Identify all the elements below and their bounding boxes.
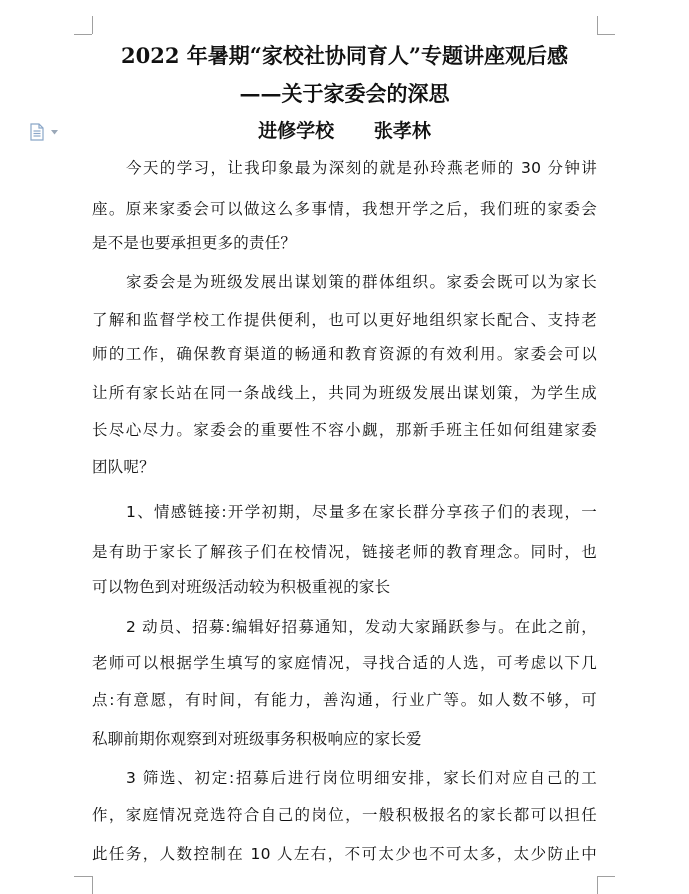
triangle-down-icon [51, 130, 58, 135]
body-text-line: 点:有意愿，有时间，有能力，善沟通，行业广等。如人数不够，可 [92, 691, 597, 709]
document-paragraph-icon [28, 123, 46, 141]
body-text-line: 师的工作，确保教育渠道的畅通和教育资源的有效利用。家委会可以 [92, 345, 597, 363]
document-subtitle: ——关于家委会的深思 [239, 81, 450, 106]
body-text-line: 座。原来家委会可以做这么多事情，我想开学之后，我们班的家委会 [92, 200, 597, 218]
body-text-line: 了解和监督学校工作提供便利，也可以更好地组织家长配合、支持老 [92, 311, 597, 329]
body-text-line: 1、情感链接:开学初期，尽量多在家长群分享孩子们的表现，一 [126, 503, 597, 521]
author-byline: 进修学校 张孝林 [258, 120, 431, 142]
body-text-line: 可以物色到对班级活动较为积极重视的家长 [92, 578, 391, 596]
body-text-line: 今天的学习，让我印象最为深刻的就是孙玲燕老师的 30 分钟讲 [126, 159, 597, 177]
body-text-line: 作，家庭情况竞选符合自己的岗位，一般积极报名的家长都可以担任 [92, 806, 597, 824]
body-text-line: 是不是也要承担更多的责任？ [92, 234, 297, 252]
body-text-line: 3 筛选、初定:招募后进行岗位明细安排，家长们对应自己的工 [126, 769, 597, 787]
body-text-line: 此任务，人数控制在 10 人左右，不可太少也不可太多，太少防止中 [92, 845, 597, 863]
body-text-line: 长尽心尽力。家委会的重要性不容小觑，那新手班主任如何组建家委 [92, 421, 597, 439]
body-text-line: 老师可以根据学生填写的家庭情况，寻找合适的人选，可考虑以下几 [92, 654, 597, 672]
body-text-line: 私聊前期你观察到对班级事务积极响应的家长爱 [92, 730, 422, 748]
body-text-line: 家委会是为班级发展出谋划策的群体组织。家委会既可以为家长 [126, 273, 597, 291]
body-text-line: 团队呢？ [92, 458, 155, 476]
paragraph-handle[interactable] [28, 124, 60, 140]
body-text-line: 2 动员、招募:编辑好招募通知，发动大家踊跃参与。在此之前， [126, 618, 597, 636]
body-text-line: 让所有家长站在同一条战线上，共同为班级发展出谋划策，为学生成 [92, 384, 597, 402]
document-title: 2022 年暑期“家校社协同育人”专题讲座观后感 [121, 43, 568, 68]
body-text-line: 是有助于家长了解孩子们在校情况，链接老师的教育理念。同时，也 [92, 543, 597, 561]
